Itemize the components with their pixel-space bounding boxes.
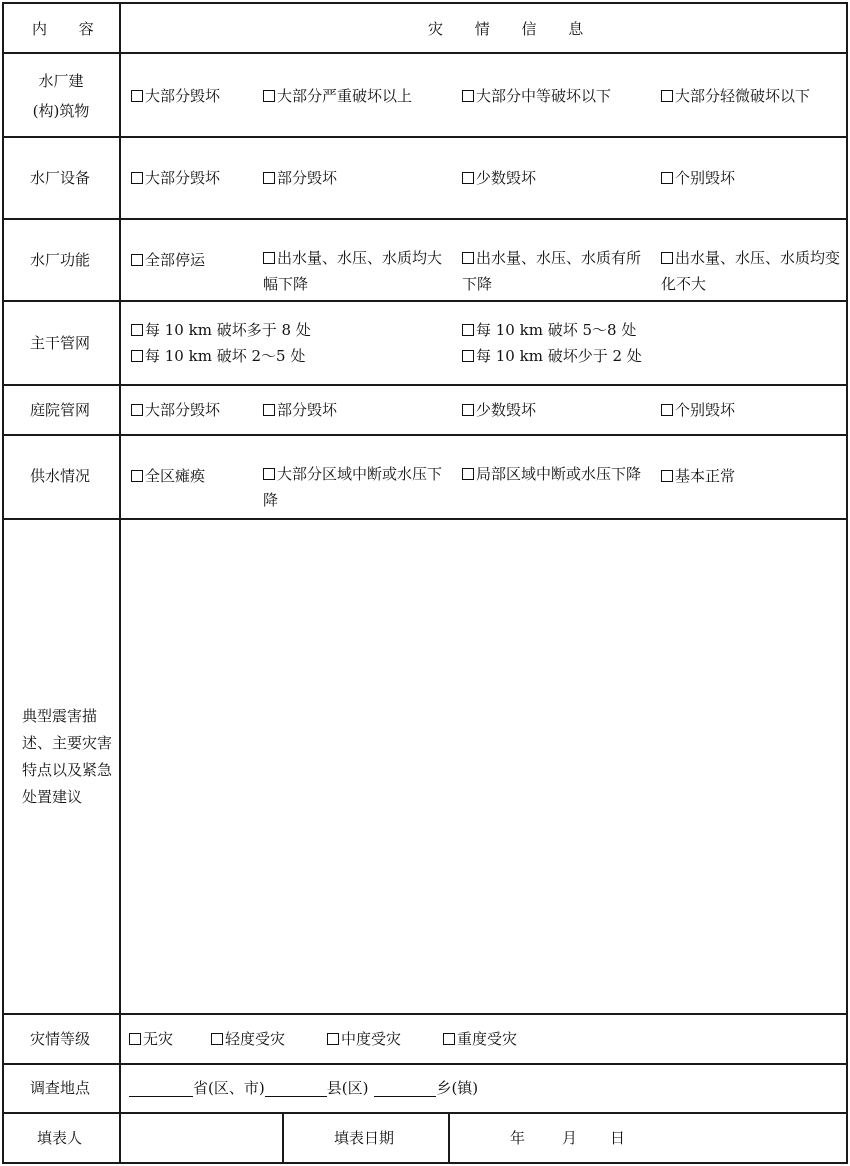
equipment-option-3[interactable]: 少数毁坏	[462, 169, 536, 187]
function-option-4[interactable]: 出水量、水压、水质均变化不大	[661, 245, 843, 297]
function-option-2[interactable]: 出水量、水压、水质均大幅下降	[263, 245, 448, 297]
supply-option-4[interactable]: 基本正常	[661, 467, 735, 485]
date-month[interactable]: 月	[562, 1129, 578, 1147]
buildings-label-line2: (构)筑物	[32, 102, 90, 120]
buildings-label	[4, 66, 118, 126]
main-pipe-option-4[interactable]: 每 10 km 破坏少于 2 处	[462, 347, 642, 365]
date-day[interactable]: 日	[610, 1129, 626, 1147]
grade-option-2[interactable]: 轻度受灾	[211, 1030, 285, 1048]
yard-pipe-option-2[interactable]: 部分毁坏	[263, 401, 337, 419]
supply-option-2[interactable]: 大部分区域中断或水压下降	[263, 461, 448, 513]
province-blank[interactable]	[129, 1080, 193, 1097]
equipment-option-1[interactable]: 大部分毁坏	[131, 169, 220, 187]
buildings-option-2[interactable]: 大部分严重破坏以上	[263, 87, 412, 105]
county-blank[interactable]	[265, 1080, 327, 1097]
function-label: 水厂功能	[30, 251, 91, 269]
supply-option-3[interactable]: 局部区域中断或水压下降	[462, 461, 647, 487]
header-disaster-info-label: 灾 情 信 息	[428, 20, 597, 38]
function-option-1[interactable]: 全部停运	[131, 251, 205, 269]
function-option-3[interactable]: 出水量、水压、水质有所下降	[462, 245, 647, 297]
grade-option-1[interactable]: 无灾	[129, 1030, 173, 1048]
grade-label: 灾情等级	[30, 1030, 91, 1048]
main-pipe-label: 主干管网	[30, 334, 91, 352]
description-input-area[interactable]	[122, 521, 845, 1012]
fill-date-label: 填表日期	[334, 1129, 395, 1147]
equipment-option-2[interactable]: 部分毁坏	[263, 169, 337, 187]
county-suffix: 县(区)	[326, 1079, 369, 1097]
supply-label: 供水情况	[30, 467, 91, 485]
grade-option-4[interactable]: 重度受灾	[443, 1030, 517, 1048]
date-year[interactable]: 年	[510, 1129, 526, 1147]
main-pipe-option-2[interactable]: 每 10 km 破坏 5～8 处	[462, 321, 636, 339]
grade-option-3[interactable]: 中度受灾	[327, 1030, 401, 1048]
yard-pipe-option-1[interactable]: 大部分毁坏	[131, 401, 220, 419]
header-content-label: 内 容	[32, 20, 108, 38]
supply-option-1[interactable]: 全区瘫痪	[131, 467, 205, 485]
yard-pipe-label: 庭院管网	[30, 401, 91, 419]
buildings-option-4[interactable]: 大部分轻微破坏以下	[661, 87, 810, 105]
province-suffix: 省(区、市)	[193, 1079, 265, 1097]
yard-pipe-option-3[interactable]: 少数毁坏	[462, 401, 536, 419]
description-label: 典型震害描述、主要灾害特点以及紧急处置建议	[22, 707, 113, 806]
equipment-option-4[interactable]: 个别毁坏	[661, 169, 735, 187]
location-label: 调查地点	[30, 1079, 91, 1097]
yard-pipe-option-4[interactable]: 个别毁坏	[661, 401, 735, 419]
equipment-label: 水厂设备	[30, 169, 91, 187]
township-blank[interactable]	[374, 1080, 436, 1097]
buildings-label-line1: 水厂建	[38, 72, 84, 90]
buildings-option-1[interactable]: 大部分毁坏	[131, 87, 220, 105]
buildings-option-3[interactable]: 大部分中等破坏以下	[462, 87, 611, 105]
main-pipe-option-3[interactable]: 每 10 km 破坏 2～5 处	[131, 347, 305, 365]
location-fields	[129, 1079, 478, 1097]
filler-name-cell[interactable]	[122, 1115, 281, 1161]
main-pipe-option-1[interactable]: 每 10 km 破坏多于 8 处	[131, 321, 311, 339]
township-suffix: 乡(镇)	[436, 1079, 479, 1097]
filler-label: 填表人	[37, 1129, 83, 1147]
